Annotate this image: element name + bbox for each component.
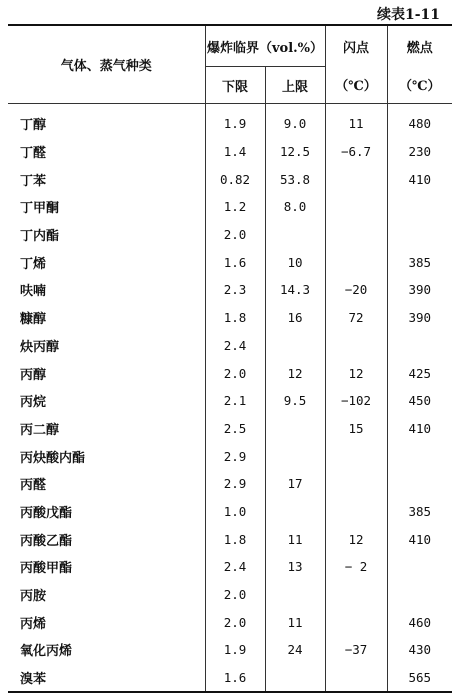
table-row [8, 608, 452, 636]
ignition-point-cell [387, 332, 452, 360]
upper-limit-cell: 53.8 [265, 165, 325, 193]
flash-point-cell [325, 221, 387, 249]
gas-name-cell: 丙二醇 [20, 422, 60, 438]
table-row [8, 553, 452, 581]
flash-point-cell: 15 [325, 415, 387, 443]
gas-name-cell: 丁甲酮 [20, 201, 60, 217]
gas-name-cell: 丙炔酸内酯 [20, 450, 86, 466]
upper-limit-cell [265, 332, 325, 360]
gas-name-cell: 溴苯 [8, 664, 205, 693]
flash-point-cell: −20 [325, 276, 387, 304]
upper-limit-cell [265, 442, 325, 470]
lower-limit-cell: 1.8 [205, 525, 265, 553]
ignition-point-cell [387, 470, 452, 498]
lower-limit-cell: 1.9 [205, 104, 265, 138]
gas-name-cell: 丙酸乙酯 [20, 533, 73, 549]
flash-point-cell [325, 442, 387, 470]
lower-limit-cell: 2.4 [205, 553, 265, 581]
lower-limit-cell: 2.0 [205, 581, 265, 609]
ignition-point-cell [387, 442, 452, 470]
table-row [8, 581, 452, 609]
ignition-point-cell: 410 [387, 415, 452, 443]
upper-limit-cell: 11 [265, 608, 325, 636]
gas-name-cell: 丙烷 [20, 395, 47, 411]
table-row [8, 248, 452, 276]
upper-limit-cell: 14.3 [265, 276, 325, 304]
upper-limit-cell: 16 [265, 304, 325, 332]
table-row [8, 525, 452, 553]
header-gas-type: 气体、蒸气种类 [8, 25, 205, 104]
lower-limit-cell: 1.6 [205, 664, 265, 693]
header-flash-unit: （℃） [325, 67, 387, 104]
lower-limit-cell: 2.9 [205, 442, 265, 470]
table-row [8, 470, 452, 498]
gas-name-cell: 丁烯 [20, 256, 47, 272]
upper-limit-cell: 12.5 [265, 138, 325, 166]
table-row [8, 304, 452, 332]
explosion-limit-table [8, 24, 452, 693]
flash-point-cell [325, 608, 387, 636]
ignition-point-cell: 390 [387, 304, 452, 332]
table-row [8, 442, 452, 470]
upper-limit-cell: 13 [265, 553, 325, 581]
upper-limit-cell [265, 664, 325, 693]
ignition-point-cell [387, 553, 452, 581]
table-row [8, 193, 452, 221]
table-row [8, 221, 452, 249]
lower-limit-cell: 0.82 [205, 165, 265, 193]
flash-point-cell [325, 165, 387, 193]
table-row [8, 415, 452, 443]
gas-name-cell: 糠醇 [20, 312, 47, 328]
ignition-point-cell: 410 [387, 165, 452, 193]
table-row [8, 498, 452, 526]
upper-limit-cell: 12 [265, 359, 325, 387]
flash-point-cell: 12 [325, 359, 387, 387]
header-upper-limit: 上限 [265, 67, 325, 104]
upper-limit-cell: 9.5 [265, 387, 325, 415]
ignition-point-cell: 480 [387, 104, 452, 138]
lower-limit-cell: 1.0 [205, 498, 265, 526]
upper-limit-cell [265, 498, 325, 526]
table-row [8, 138, 452, 166]
ignition-point-cell [387, 193, 452, 221]
ignition-point-cell: 230 [387, 138, 452, 166]
table-row [8, 387, 452, 415]
gas-name-cell: 丙酸甲酯 [20, 561, 73, 577]
gas-name-cell: 丙胺 [20, 589, 47, 605]
upper-limit-cell: 11 [265, 525, 325, 553]
header-ignition-point: 燃点 [387, 25, 452, 67]
gas-name-cell: 丁内酯 [20, 229, 60, 245]
header-lower-limit: 下限 [205, 67, 265, 104]
ignition-point-cell: 565 [387, 664, 452, 693]
lower-limit-cell: 1.9 [205, 636, 265, 664]
upper-limit-cell: 8.0 [265, 193, 325, 221]
flash-point-cell: −102 [325, 387, 387, 415]
gas-name-cell: 呋喃 [20, 284, 47, 300]
flash-point-cell [325, 332, 387, 360]
table-row [8, 104, 452, 138]
flash-point-cell [325, 248, 387, 276]
header-ignition-unit: （℃） [387, 67, 452, 104]
gas-name-cell: 丁醛 [20, 146, 47, 162]
gas-name-cell: 氧化丙烯 [20, 644, 73, 660]
flash-point-cell: 12 [325, 525, 387, 553]
flash-point-cell [325, 581, 387, 609]
lower-limit-cell: 1.2 [205, 193, 265, 221]
upper-limit-cell: 9.0 [265, 104, 325, 138]
lower-limit-cell: 2.1 [205, 387, 265, 415]
flash-point-cell [325, 193, 387, 221]
lower-limit-cell: 1.8 [205, 304, 265, 332]
ignition-point-cell: 460 [387, 608, 452, 636]
gas-name-cell: 丙醇 [20, 367, 47, 383]
lower-limit-cell: 2.0 [205, 221, 265, 249]
gas-name-cell: 丙烯 [20, 616, 47, 632]
table-caption: 续表1-11 [376, 7, 440, 23]
lower-limit-cell: 2.5 [205, 415, 265, 443]
gas-name-cell: 炔丙醇 [20, 339, 60, 355]
gas-name-cell: 丙酸戊酯 [20, 505, 73, 521]
ignition-point-cell: 385 [387, 248, 452, 276]
table-row [8, 359, 452, 387]
upper-limit-cell [265, 415, 325, 443]
upper-limit-cell [265, 581, 325, 609]
upper-limit-cell: 17 [265, 470, 325, 498]
flash-point-cell: − 2 [325, 553, 387, 581]
flash-point-cell [325, 498, 387, 526]
table-body [8, 104, 452, 693]
flash-point-cell: −6.7 [325, 138, 387, 166]
flash-point-cell: 11 [325, 104, 387, 138]
upper-limit-cell: 10 [265, 248, 325, 276]
table-row [8, 664, 452, 693]
upper-limit-cell: 24 [265, 636, 325, 664]
upper-limit-cell [265, 221, 325, 249]
flash-point-cell: −37 [325, 636, 387, 664]
lower-limit-cell: 1.6 [205, 248, 265, 276]
table-row [8, 636, 452, 664]
flash-point-cell [325, 664, 387, 693]
gas-name-cell: 丙醛 [20, 478, 47, 494]
table-row [8, 332, 452, 360]
table-row [8, 165, 452, 193]
table-row [8, 276, 452, 304]
lower-limit-cell: 2.4 [205, 332, 265, 360]
lower-limit-cell: 2.0 [205, 608, 265, 636]
gas-name-cell: 丁醇 [20, 118, 47, 134]
lower-limit-cell: 2.3 [205, 276, 265, 304]
ignition-point-cell: 430 [387, 636, 452, 664]
lower-limit-cell: 2.9 [205, 470, 265, 498]
ignition-point-cell: 450 [387, 387, 452, 415]
flash-point-cell [325, 470, 387, 498]
gas-name-cell: 丁苯 [20, 173, 47, 189]
ignition-point-cell: 425 [387, 359, 452, 387]
ignition-point-cell: 385 [387, 498, 452, 526]
header-explosion-limit: 爆炸临界（vol.%） [205, 25, 325, 67]
lower-limit-cell: 2.0 [205, 359, 265, 387]
ignition-point-cell [387, 221, 452, 249]
lower-limit-cell: 1.4 [205, 138, 265, 166]
header-flash-point: 闪点 [325, 25, 387, 67]
flash-point-cell: 72 [325, 304, 387, 332]
ignition-point-cell: 390 [387, 276, 452, 304]
ignition-point-cell: 410 [387, 525, 452, 553]
ignition-point-cell [387, 581, 452, 609]
